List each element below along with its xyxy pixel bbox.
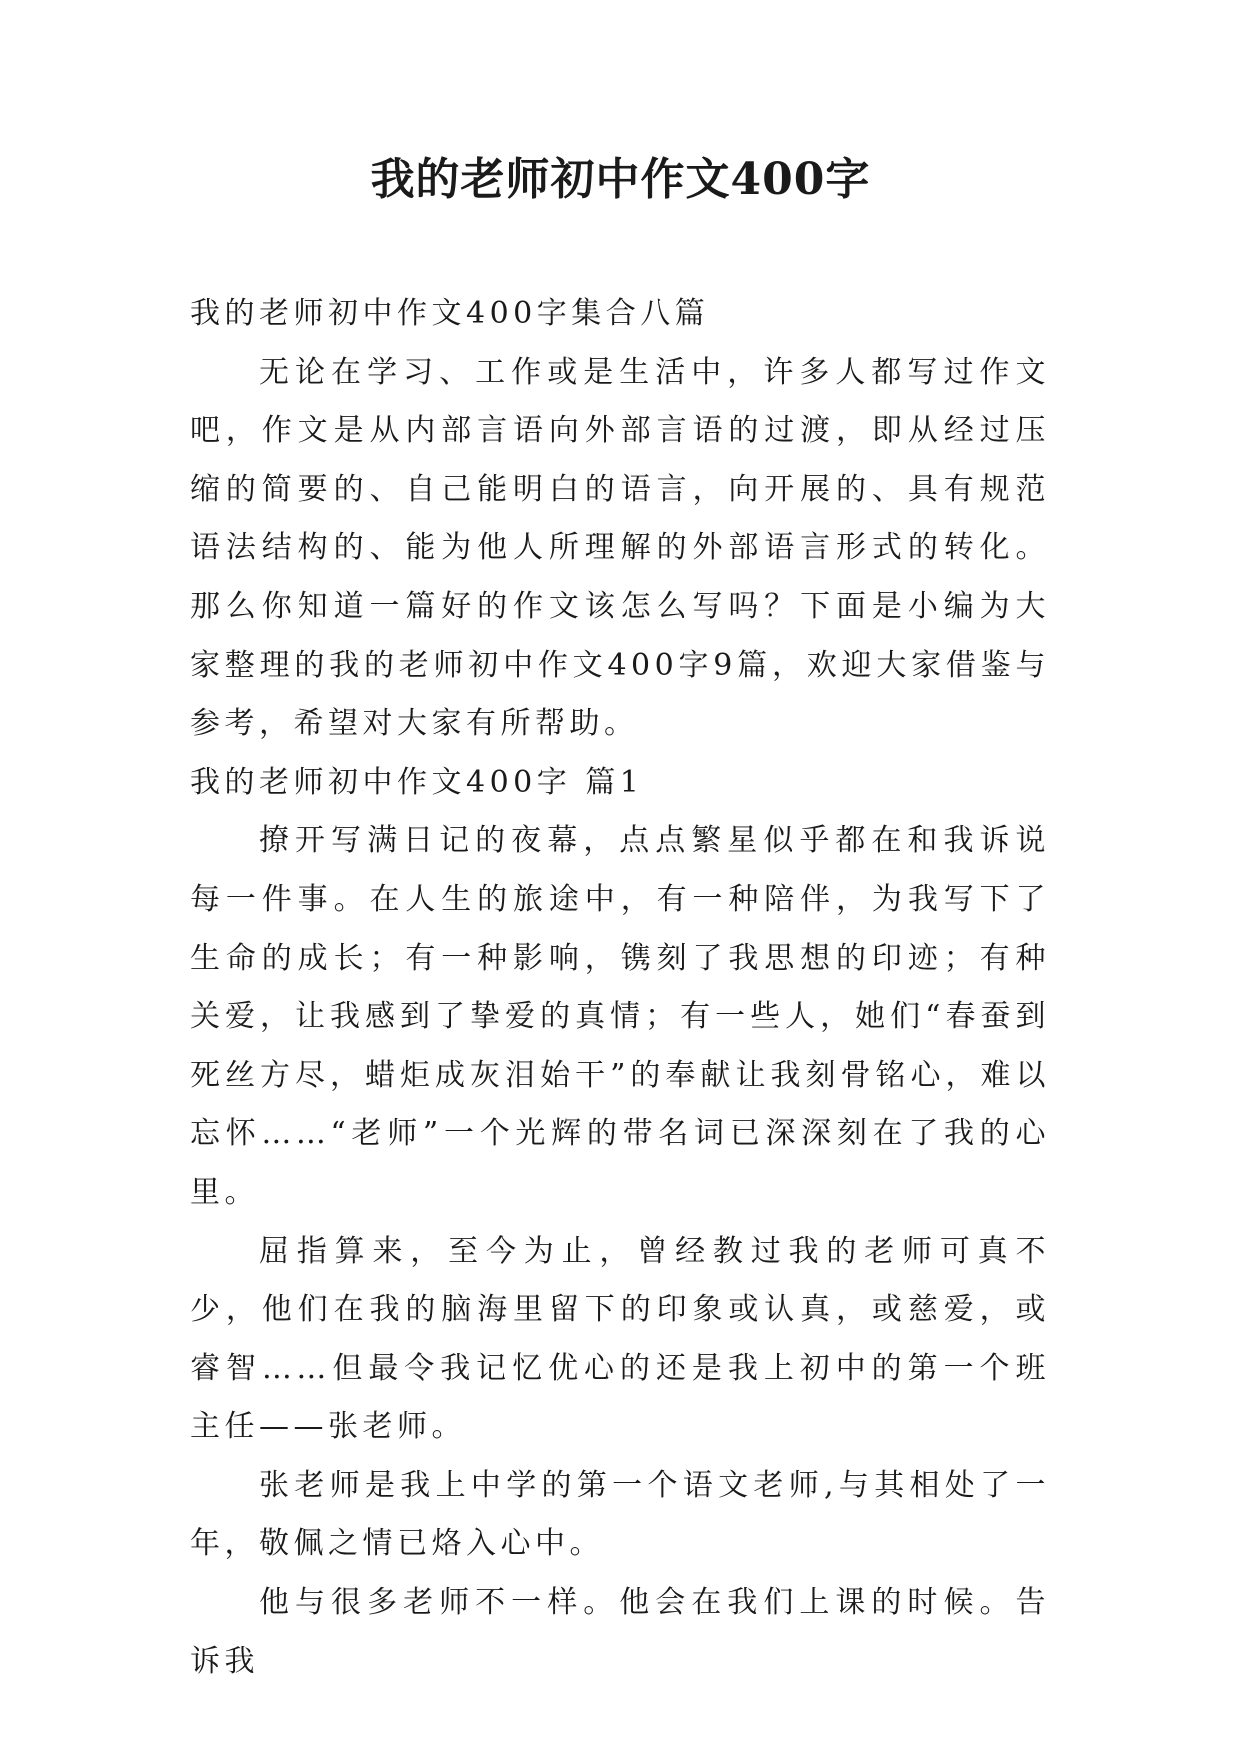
collection-subtitle: 我的老师初中作文400字集合八篇 — [190, 296, 710, 331]
body-paragraph: 屈指算来，至今为止，曾经教过我的老师可真不少，他们在我的脑海里留下的印象或认真，或慈爱，或睿智……但最令我记忆优心的还是我上初中的第一个班主任——张老师。 — [190, 1233, 1050, 1445]
document-title: 我的老师初中作文400字 — [370, 154, 871, 205]
body-paragraph: 张老师是我上中学的第一个语文老师,与其相处了一年，敬佩之情已烙入心中。 — [190, 1467, 1050, 1562]
body-paragraph: 撩开写满日记的夜幕，点点繁星似乎都在和我诉说每一件事。在人生的旅途中，有一种陪伴，为我写下了生命的成长；有一种影响，镌刻了我思想的印迹；有种关爱，让我感到了挚爱的真情；有一些人，她们“春蚕到死丝方尽，蜡炬成灰泪始干”的奉献让我刻骨铭心，难以忘怀……“老师”一个光辉的带名词已深深刻在了我的心里。 — [190, 823, 1050, 1210]
section-heading: 我的老师初中作文400字 篇1 — [190, 764, 644, 800]
intro-paragraph: 无论在学习、工作或是生活中，许多人都写过作文吧，作文是从内部言语向外部言语的过渡，即从经过压缩的简要的、自己能明白的语言，向开展的、具有规范语法结构的、能为他人所理解的外部语言形式的转化。那么你知道一篇好的作文该怎么写吗？下面是小编为大家整理的我的老师初中作文400字9篇，欢迎大家借鉴与参考，希望对大家有所帮助。 — [190, 354, 1050, 742]
body-paragraph: 他与很多老师不一样。他会在我们上课的时候。告诉我 — [190, 1585, 1050, 1679]
document-body — [190, 285, 1050, 1691]
